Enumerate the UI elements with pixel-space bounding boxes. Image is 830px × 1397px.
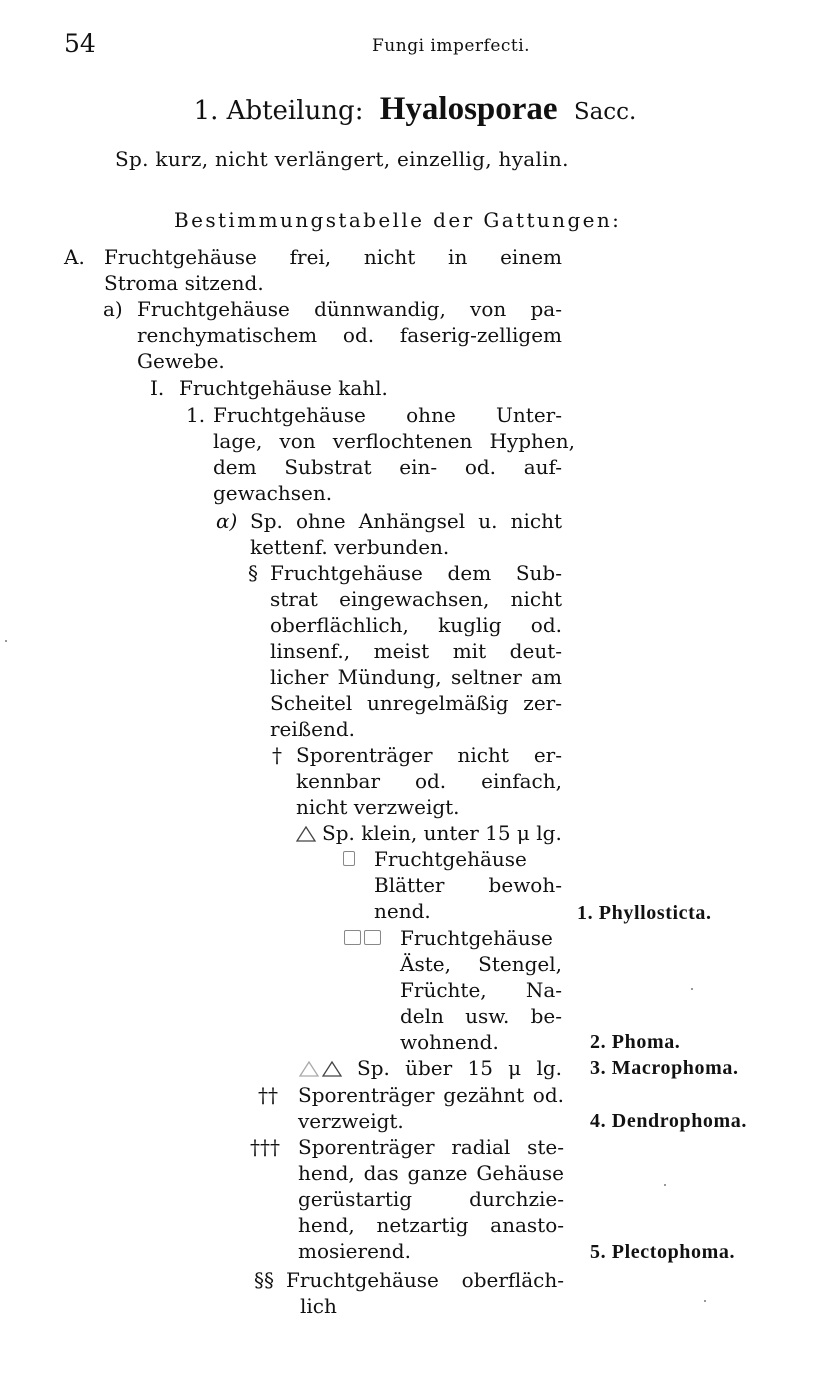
key-line: Sporenträger nicht er- [296,743,562,767]
key-marker-a: a) [103,297,123,321]
key-heading: Bestimmungstabelle der Gattungen: [174,208,622,232]
key-line: Äste, Stengel, [400,952,562,976]
key-line: Fruchtgehäuse [374,847,527,871]
section-label: 1. Abteilung: [193,96,364,126]
key-line: Fruchtgehäuse kahl. [179,376,388,400]
key-line: wohnend. [400,1030,499,1054]
square-icon [343,851,355,866]
key-line: deln usw. be- [400,1004,562,1028]
key-marker-double-dagger: †† [258,1083,278,1107]
key-line: Fruchtgehäuse oberfläch- [286,1268,564,1292]
key-line: lich [300,1294,337,1318]
key-line: Fruchtgehäuse [400,926,553,950]
key-line: renchymatischem od. faserig-zelligem [137,323,562,347]
key-line: mosierend. [298,1239,411,1263]
key-line: gerüstartig durchzie- [298,1187,564,1211]
genus-name: 4. Dendrophoma. [590,1110,747,1132]
section-title [0,92,830,129]
key-line: Fruchtgehäuse frei, nicht in einem [104,245,562,269]
key-line: Sp. über 15 μ lg. [357,1056,562,1080]
square-icon [364,930,381,945]
genus-name: 1. Phyllosticta. [577,902,712,924]
key-line: strat eingewachsen, nicht [270,587,562,611]
key-line: Sporenträger gezähnt od. [298,1083,564,1107]
key-marker-alpha: α) [216,509,238,533]
genus-name: 3. Macrophoma. [590,1057,739,1079]
key-line: kettenf. verbunden. [250,535,450,559]
key-marker-dagger: † [272,743,282,767]
key-marker-section: § [248,561,258,585]
key-line: Gewebe. [137,349,225,373]
triangle-icon [295,825,317,843]
square-icon [344,930,361,945]
key-line: Fruchtgehäuse dem Sub- [270,561,562,585]
running-title: Fungi imperfecti. [372,36,531,56]
key-line: kennbar od. einfach, [296,769,562,793]
key-line: hend, netzartig anasto- [298,1213,564,1237]
key-line: Sp. ohne Anhängsel u. nicht [250,509,562,533]
genus-name: 2. Phoma. [590,1031,681,1053]
page-number: 54 [64,29,96,58]
key-line: Fruchtgehäuse dünnwandig, von pa- [137,297,562,321]
key-line: Fruchtgehäuse ohne Unter- [213,403,562,427]
key-line: linsenf., meist mit deut- [270,639,562,663]
key-line: Sporenträger radial ste- [298,1135,564,1159]
key-line: oberflächlich, kuglig od. [270,613,562,637]
genus-name: 5. Plectophoma. [590,1241,736,1263]
key-marker-I: I. [150,376,165,400]
print-speck [664,1184,666,1186]
key-line: dem Substrat ein- od. auf- [213,455,562,479]
key-line: gewachsen. [213,481,333,505]
key-marker-A: A. [64,245,85,269]
key-line: verzweigt. [298,1109,404,1133]
key-line: Blätter bewoh- [374,873,562,897]
key-line: hend, das ganze Gehäuse [298,1161,564,1185]
key-marker-double-section: §§ [254,1268,274,1292]
key-line: Scheitel unregelmäßig zer- [270,691,562,715]
key-marker-triple-dagger: ††† [250,1135,280,1159]
print-speck [691,988,693,990]
section-name: Hyalosporae [379,91,558,127]
key-line: Sp. klein, unter 15 μ lg. [322,821,562,845]
key-line: reißend. [270,717,356,741]
key-line: Früchte, Na- [400,978,562,1002]
section-description: Sp. kurz, nicht verlängert, einzellig, hyalin. [115,147,569,171]
key-line: nend. [374,899,431,923]
key-marker-1: 1. [186,403,206,427]
key-line: lage, von verflochtenen Hyphen, [213,429,575,453]
print-speck [704,1300,706,1302]
print-speck [5,640,7,642]
key-line: Stroma sitzend. [104,271,264,295]
key-line: licher Mündung, seltner am [270,665,562,689]
key-line: nicht verzweigt. [296,795,460,819]
section-authority: Sacc. [573,99,637,125]
triangle-icon [298,1060,346,1078]
